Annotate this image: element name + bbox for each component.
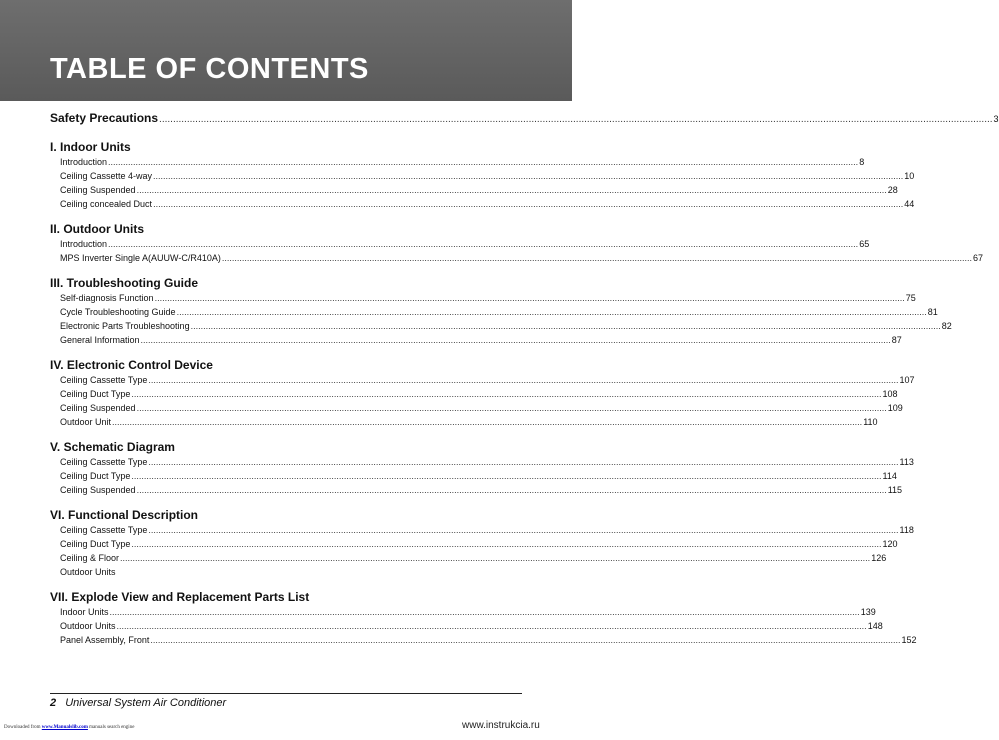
toc-section bbox=[50, 276, 952, 347]
section-heading: VI. Functional Description bbox=[50, 508, 199, 522]
toc-entry-page: 120 bbox=[882, 539, 898, 549]
dot-leader: ............................................................................................................................................................................................................................................................................................................ bbox=[148, 457, 899, 467]
toc-entry[interactable] bbox=[50, 619, 883, 633]
toc-entry[interactable] bbox=[50, 387, 898, 401]
toc-entry[interactable] bbox=[50, 565, 512, 579]
toc-entry-label: Panel Assembly, Front bbox=[60, 635, 150, 645]
toc-entry-label: Ceiling Suspended bbox=[60, 485, 136, 495]
toc-entry-page: 139 bbox=[860, 607, 876, 617]
toc-entry-label: Introduction bbox=[60, 157, 108, 167]
dot-leader: ............................................................................................................................................................................................................................................................................................................ bbox=[136, 403, 887, 413]
toc-entry-page: 75 bbox=[905, 293, 916, 303]
toc-entry[interactable] bbox=[50, 605, 876, 619]
dot-leader: ............................................................................................................................................................................................................................................................................................................ bbox=[108, 239, 859, 249]
toc-entry[interactable] bbox=[50, 169, 915, 183]
toc-entry[interactable] bbox=[50, 183, 898, 197]
toc-entry[interactable] bbox=[50, 469, 897, 483]
dot-leader: ............................................................................................................................................................................................................................................................................................................ bbox=[153, 199, 904, 209]
toc-entry[interactable] bbox=[50, 305, 938, 319]
toc-entry[interactable] bbox=[50, 237, 870, 251]
section-heading: III. Troubleshooting Guide bbox=[50, 276, 198, 290]
toc-entry-page: 81 bbox=[927, 307, 938, 317]
page-footer bbox=[50, 697, 226, 709]
dot-leader: ............................................................................................................................................................................................................................................................................................................ bbox=[112, 417, 863, 427]
toc-entry[interactable] bbox=[50, 483, 903, 497]
toc-entry-label: Ceiling Cassette Type bbox=[60, 375, 148, 385]
dot-leader: ............................................................................................................................................................................................................................................................................................................ bbox=[148, 375, 899, 385]
dot-leader: ............................................................................................................................................................................................................................................................................................................ bbox=[136, 485, 887, 495]
toc-entry-label: Outdoor Units bbox=[60, 621, 116, 631]
toc-entry[interactable] bbox=[50, 291, 916, 305]
toc-entry-label: Ceiling concealed Duct bbox=[60, 199, 153, 209]
toc-entry-label: Outdoor Unit bbox=[60, 417, 112, 427]
toc-section bbox=[50, 222, 984, 265]
toc-entry-page: 152 bbox=[901, 635, 917, 645]
toc-entry-label: Electronic Parts Troubleshooting bbox=[60, 321, 190, 331]
footer-text: Universal System Air Conditioner bbox=[65, 697, 227, 709]
toc-entry-page: 126 bbox=[871, 553, 887, 563]
dot-leader: ............................................................................................................................................................................................................................................................................................................ bbox=[150, 635, 901, 645]
footer-divider bbox=[50, 693, 522, 694]
dot-leader: ............................................................................................................................................................................................................................................................................................................ bbox=[221, 253, 973, 263]
download-suffix: manuals search engine bbox=[89, 725, 135, 730]
toc-entry-label: Indoor Units bbox=[60, 607, 109, 617]
toc-entry-page: 3 bbox=[993, 114, 999, 124]
toc-entry-page: 44 bbox=[904, 199, 915, 209]
toc-entry[interactable] bbox=[50, 401, 903, 415]
toc-entry-label: Ceiling Suspended bbox=[60, 403, 136, 413]
toc-entry-page: 8 bbox=[859, 157, 865, 167]
dot-leader: ............................................................................................................................................................................................................................................................................................................ bbox=[131, 539, 882, 549]
section-heading: VII. Explode View and Replacement Parts List bbox=[50, 590, 310, 604]
toc-entry-page: 115 bbox=[887, 485, 903, 495]
table-of-contents bbox=[50, 109, 999, 647]
toc-entry-label: Ceiling Duct Type bbox=[60, 539, 131, 549]
toc-entry-page: 113 bbox=[899, 457, 914, 467]
dot-leader: ............................................................................................................................................................................................................................................................................................................ bbox=[153, 171, 904, 181]
toc-entry-page: 118 bbox=[899, 525, 914, 535]
dot-leader: ............................................................................................................................................................................................................................................................................................................ bbox=[131, 471, 882, 481]
toc-entry[interactable] bbox=[50, 319, 952, 333]
toc-entry-label: Outdoor Units bbox=[60, 567, 116, 577]
toc-entry-label: MPS Inverter Single A(AUUW-C/R410A) bbox=[60, 253, 221, 263]
toc-entry-page: 10 bbox=[904, 171, 915, 181]
watermark: www.instrukcia.ru bbox=[462, 720, 540, 731]
toc-entry-label: Ceiling Cassette Type bbox=[60, 525, 148, 535]
toc-entry-page: 114 bbox=[882, 471, 897, 481]
toc-entry-page: 65 bbox=[859, 239, 870, 249]
toc-section bbox=[50, 590, 917, 647]
toc-entry[interactable] bbox=[50, 333, 902, 347]
download-prefix: Downloaded from bbox=[4, 725, 41, 730]
toc-section bbox=[50, 440, 914, 497]
dot-leader: ............................................................................................................................................................................................................................................................................................................ bbox=[154, 293, 905, 303]
toc-entry-page: 67 bbox=[973, 253, 984, 263]
dot-leader: ............................................................................................................................................................................................................................................................................................................ bbox=[176, 307, 927, 317]
toc-entry[interactable] bbox=[50, 633, 917, 647]
toc-section bbox=[50, 140, 915, 211]
toc-entry-label: Cycle Troubleshooting Guide bbox=[60, 307, 176, 317]
toc-entry-label: Ceiling Duct Type bbox=[60, 471, 131, 481]
section-heading: IV. Electronic Control Device bbox=[50, 358, 213, 372]
toc-entry[interactable] bbox=[50, 415, 878, 429]
toc-entry-page: 87 bbox=[891, 335, 902, 345]
dot-leader: ............................................................................................................................................................................................................................................................................................................ bbox=[108, 157, 859, 167]
toc-entry-page: 108 bbox=[882, 389, 898, 399]
dot-leader: ............................................................................................................................................................................................................................................................................................................ bbox=[148, 525, 899, 535]
section-heading: V. Schematic Diagram bbox=[50, 440, 175, 454]
manualslib-link[interactable]: www.Manualslib.com bbox=[41, 725, 88, 730]
toc-sections bbox=[50, 140, 984, 647]
section-heading: I. Indoor Units bbox=[50, 140, 131, 154]
download-note bbox=[4, 725, 134, 730]
toc-entry[interactable] bbox=[50, 251, 984, 265]
toc-entry-label: Ceiling Cassette Type bbox=[60, 457, 148, 467]
toc-entry-label: General Information bbox=[60, 335, 140, 345]
toc-entry[interactable] bbox=[50, 551, 887, 565]
toc-entry-page: 82 bbox=[941, 321, 952, 331]
toc-entry[interactable] bbox=[50, 523, 914, 537]
toc-entry[interactable] bbox=[50, 455, 914, 469]
toc-entry[interactable] bbox=[50, 537, 898, 551]
toc-section bbox=[50, 358, 915, 429]
toc-section bbox=[50, 508, 914, 579]
toc-entry-page: 109 bbox=[887, 403, 903, 413]
dot-leader: ............................................................................................................................................................................................................................................................................................................ bbox=[159, 114, 993, 125]
page-title: TABLE OF CONTENTS bbox=[50, 53, 369, 85]
toc-entry[interactable] bbox=[50, 373, 915, 387]
toc-entry-page: 148 bbox=[867, 621, 883, 631]
section-heading: II. Outdoor Units bbox=[50, 222, 144, 236]
dot-leader: ............................................................................................................................................................................................................................................................................................................ bbox=[140, 335, 891, 345]
toc-entry-page: 107 bbox=[899, 375, 915, 385]
toc-entry-label: Ceiling Duct Type bbox=[60, 389, 131, 399]
dot-leader: ............................................................................................................................................................................................................................................................................................................ bbox=[136, 185, 887, 195]
footer-page-number: 2 bbox=[50, 697, 57, 709]
header-band bbox=[0, 0, 572, 101]
toc-entry-safety[interactable] bbox=[50, 109, 999, 129]
dot-leader: ............................................................................................................................................................................................................................................................................................................ bbox=[116, 621, 867, 631]
dot-leader: ............................................................................................................................................................................................................................................................................................................ bbox=[109, 607, 860, 617]
toc-entry-page: 110 bbox=[863, 417, 878, 427]
toc-entry-page: 28 bbox=[887, 185, 898, 195]
dot-leader: ............................................................................................................................................................................................................................................................................................................ bbox=[120, 553, 871, 563]
toc-entry-label: Introduction bbox=[60, 239, 108, 249]
toc-entry-label: Ceiling Suspended bbox=[60, 185, 136, 195]
toc-entry[interactable] bbox=[50, 155, 865, 169]
toc-entry-label: Ceiling Cassette 4-way bbox=[60, 171, 153, 181]
dot-leader: ............................................................................................................................................................................................................................................................................................................ bbox=[131, 389, 882, 399]
toc-entry-label: Safety Precautions bbox=[50, 111, 159, 125]
dot-leader: ............................................................................................................................................................................................................................................................................................................ bbox=[190, 321, 941, 331]
toc-entry-label: Ceiling & Floor bbox=[60, 553, 120, 563]
toc-entry-label: Self-diagnosis Function bbox=[60, 293, 154, 303]
toc-entry[interactable] bbox=[50, 197, 915, 211]
